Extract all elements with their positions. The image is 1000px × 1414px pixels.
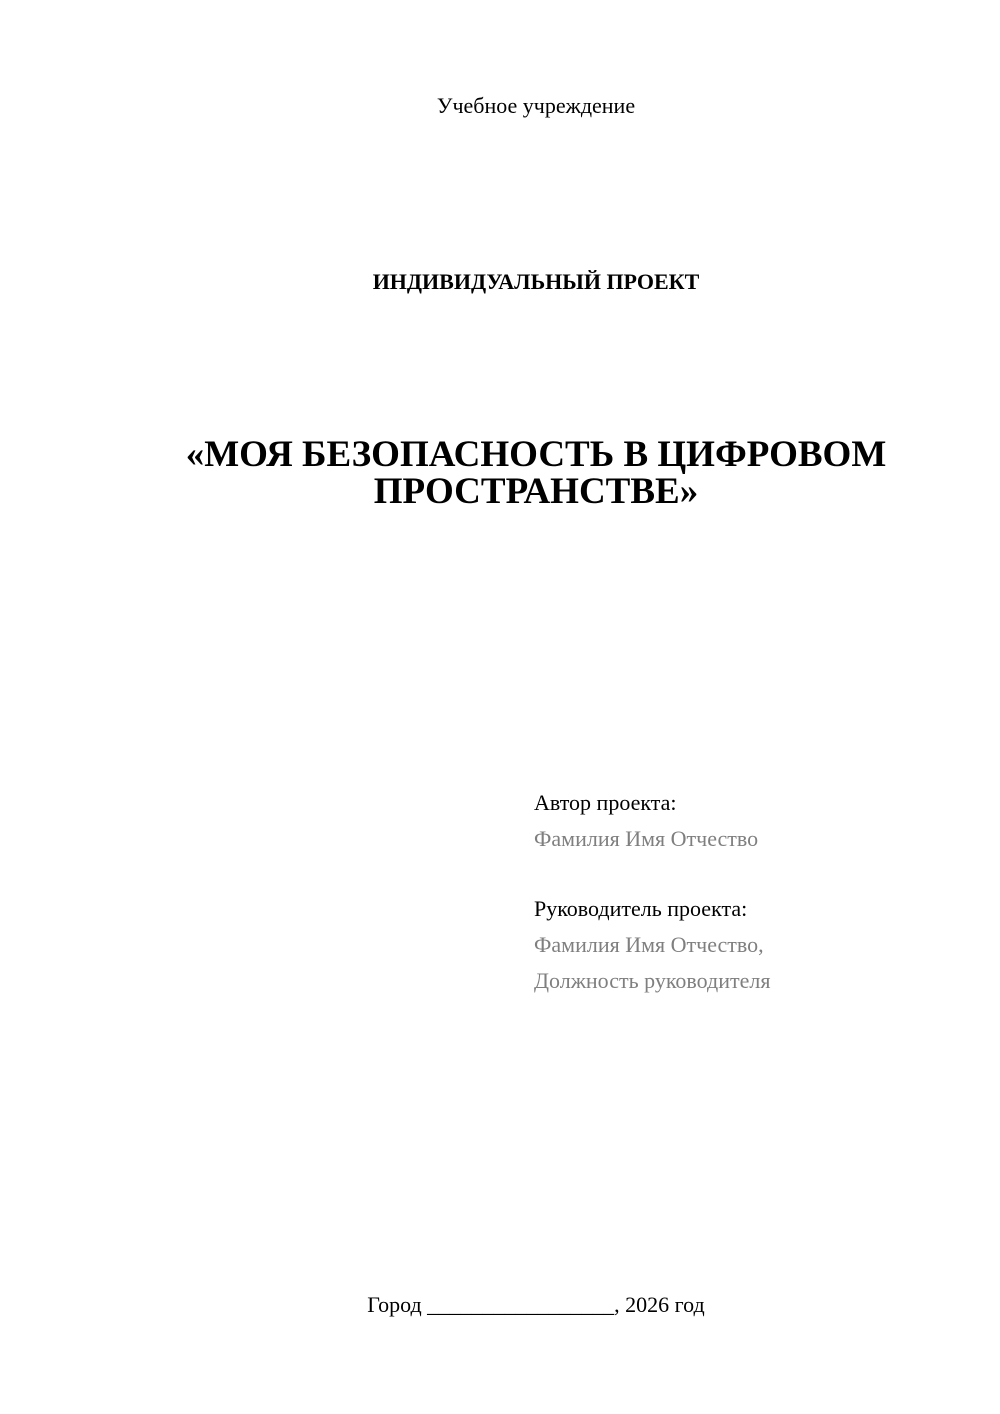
project-title-line-2: ПРОСТРАНСТВЕ»	[373, 471, 699, 512]
supervisor-name: Фамилия Имя Отчество,	[534, 932, 764, 957]
supervisor-label: Руководитель проекта:	[534, 896, 748, 921]
year-text: , 2026 год	[614, 1292, 705, 1317]
project-title-line-1: «МОЯ БЕЗОПАСНОСТЬ В ЦИФРОВОМ	[185, 434, 887, 475]
author-name: Фамилия Имя Отчество	[534, 826, 759, 851]
city-blank: _________________	[427, 1292, 615, 1317]
project-title	[120, 436, 952, 510]
supervisor-position: Должность руководителя	[534, 968, 771, 993]
institution-name: Учебное учреждение	[436, 93, 636, 118]
supervisor-block	[534, 891, 974, 999]
city-label: Город	[367, 1292, 422, 1317]
city-year-line	[0, 1290, 1000, 1320]
document-type-heading: ИНДИВИДУАЛЬНЫЙ ПРОЕКТ	[372, 269, 700, 294]
author-block	[534, 785, 974, 857]
author-label: Автор проекта:	[534, 790, 677, 815]
